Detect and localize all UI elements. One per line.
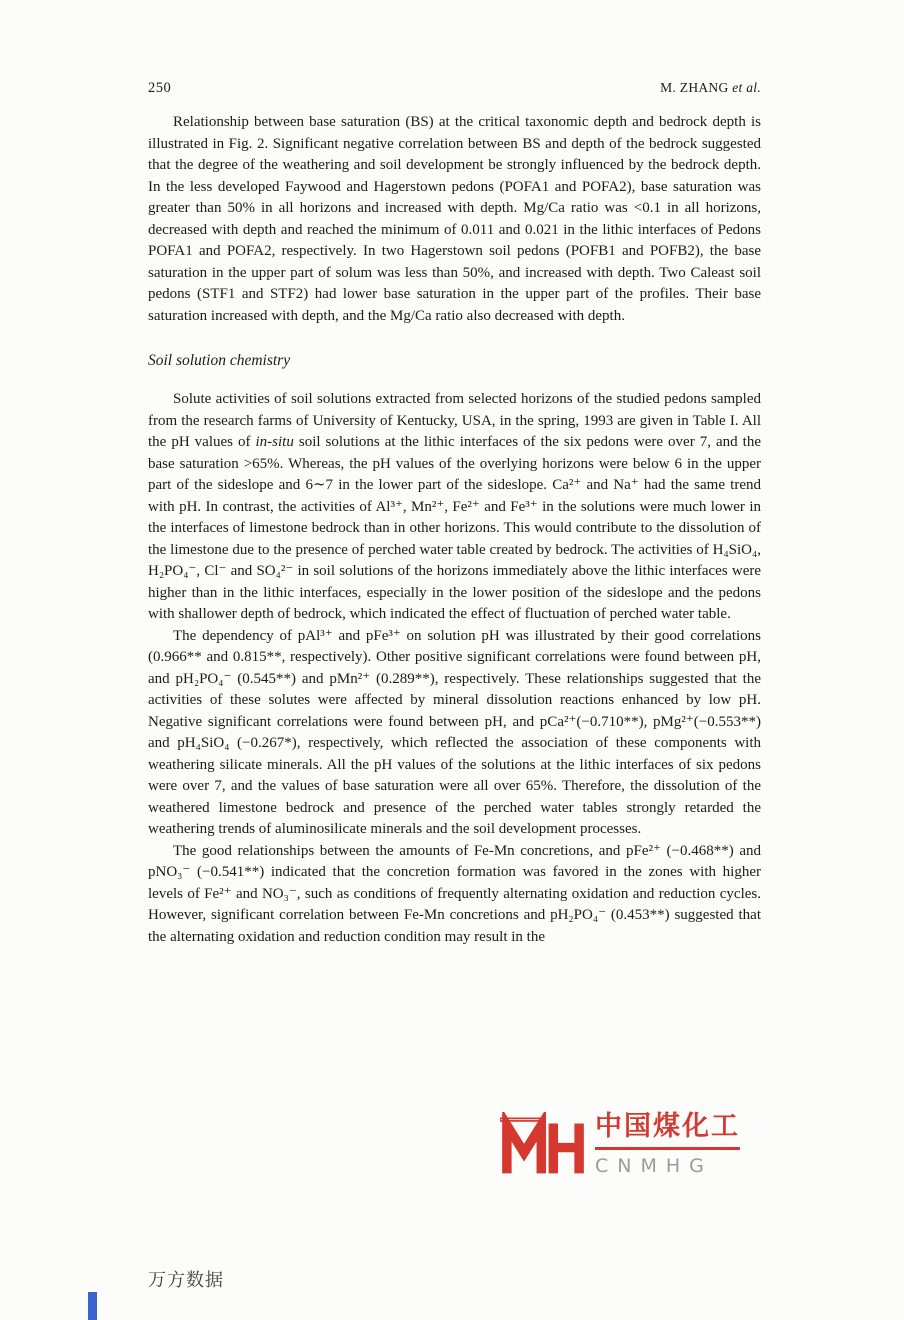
running-header bbox=[148, 80, 761, 97]
scan-artifact-blue-bar bbox=[88, 1292, 97, 1320]
paragraph-femn-concretions: The good relationships between the amounts of Fe-Mn concretions, and pFe²⁺ (−0.468**) and pNO₃⁻ (−0.541**) indicated that the concretion formation was favored in the zones with higher levels of Fe²⁺ and NO₃⁻, such as conditions of frequently alternating oxidation and reduction cycles. However, significant correlation between Fe-Mn concretions and pH₂PO₄⁻ (0.453**) suggested that the alternating oxidation and reduction condition may result in the bbox=[148, 842, 761, 945]
paragraph-solute-activities: Solute activities of soil solutions extracted from selected horizons of the studied pedons sampled from the research farms of University of Kentucky, USA, in the spring, 1993 are given in Table I. All the pH values of in-situ soil solutions at the lithic interfaces of the six pedons were over 7, and the base saturation >65%. Whereas, the pH values of the overlying horizons were below 6 in the upper part of the sideslope and 6∼7 in the lower part of the sideslope. Ca²⁺ and Na⁺ had the same trend with pH. In contrast, the activities of Al³⁺, Mn²⁺, Fe²⁺ and Fe³⁺ in the solutions were much lower in the interfaces of limestone bedrock than in other horizons. This would contribute to the dissolution of the limestone due to the presence of perched water table created by bedrock. The activities of H₄SiO₄, H₂PO₄⁻, Cl⁻ and SO₄²⁻ in soil solutions of the horizons immediately above the lithic interfaces were higher than in the lithic interfaces, especially in the lower position of the sideslope and the pedons with shallower depth of bedrock, which indicated the effect of fluctuation of perched water table. bbox=[148, 391, 761, 622]
paragraph-ph-dependency: The dependency of pAl³⁺ and pFe³⁺ on solution pH was illustrated by their good correlations (0.966** and 0.815**, respectively). Other positive significant correlations were found between pH, and pH₂PO₄⁻ (0.545**) and pMn²⁺ (0.289**), respectively. These relationships suggested that the activities of these solutes were affected by mineral dissolution reactions enhanced by low pH. Negative significant correlations were found between pH, and pCa²⁺(−0.710**), pMg²⁺(−0.553**) and pH₄SiO₄ (−0.267*), respectively, which reflected the association of these components with weathering silicate minerals. All the pH values of the solutions at the lithic interfaces of six pedons were over 7, and the values of base saturation were all over 65%. Therefore, the dissolution of the weathered limestone bedrock and presence of the perched water tables strongly retarded the weathering trends of aluminosilicate minerals and the soil development processes. bbox=[148, 627, 761, 837]
cnmhg-english-text: CNMHG bbox=[595, 1155, 713, 1177]
cnmhg-chinese-text: 中国煤化工 bbox=[595, 1112, 740, 1150]
running-head-authors: M. ZHANG et al. bbox=[660, 80, 761, 95]
wanfang-data-watermark: 万方数据 bbox=[148, 1270, 224, 1291]
cnmhg-logo-icon bbox=[500, 1112, 586, 1178]
cnmhg-watermark bbox=[500, 1112, 740, 1178]
cnmhg-watermark-text bbox=[595, 1112, 740, 1177]
article-body bbox=[148, 112, 761, 948]
page-number: 250 bbox=[148, 80, 172, 96]
paragraph-base-saturation: Relationship between base saturation (BS) at the critical taxonomic depth and bedrock depth is illustrated in Fig. 2. Significant negative correlation between BS and depth of the bedrock suggested that the degree of the weathering and soil development be strongly influenced by the bedrock depth. In the less developed Faywood and Hagerstown pedons (POFA1 and POFA2), base saturation was greater than 50% in all horizons and increased with depth. Mg/Ca ratio was <0.1 in all horizons, decreased with depth and reached the minimum of 0.011 and 0.021 in the lithic interfaces of Pedons POFA1 and POFA2, respectively. In two Hagerstown soil pedons (POFB1 and POFB2), the base saturation in the upper part of solum was less than 50%, and increased with depth. Two Caleast soil pedons (STF1 and STF2) had lower base saturation in the upper part of the profiles. Their base saturation increased with depth, and the Mg/Ca ratio also decreased with depth. bbox=[148, 114, 761, 324]
section-heading-soil-solution-chemistry: Soil solution chemistry bbox=[148, 352, 291, 369]
